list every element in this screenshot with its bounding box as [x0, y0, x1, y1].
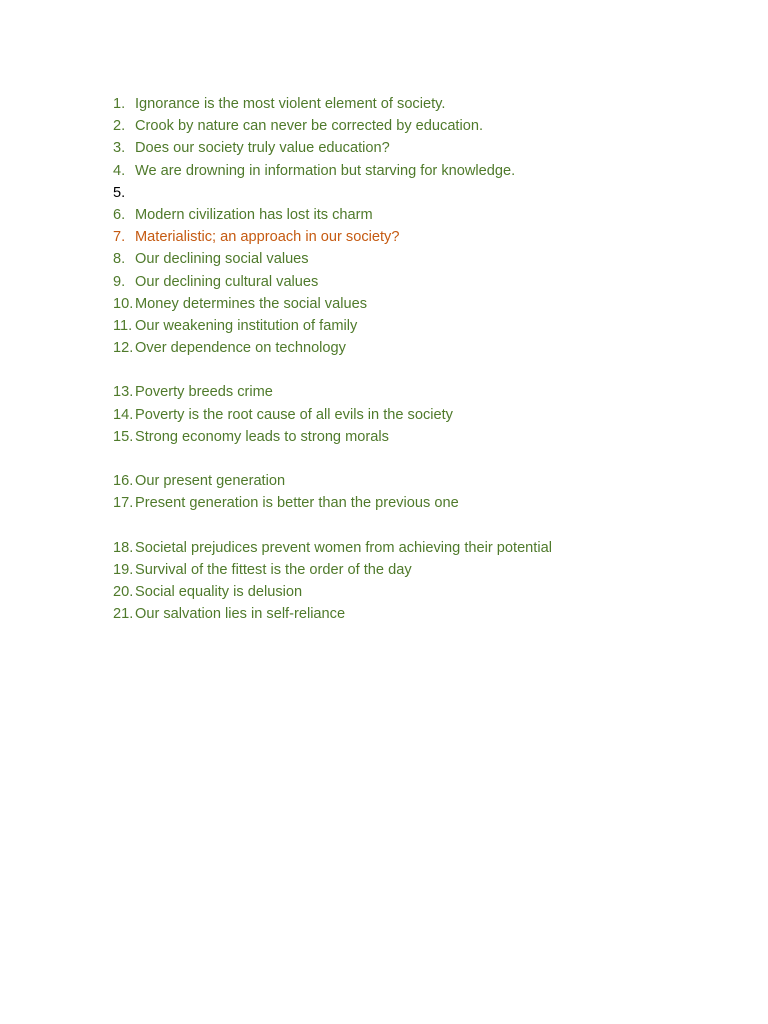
topic-number: 2. — [113, 118, 126, 135]
topic-item — [113, 381, 753, 403]
topic-text: Modern civilization has lost its charm — [135, 206, 373, 223]
topic-item — [113, 537, 753, 559]
topic-number: 3. — [113, 140, 126, 157]
topic-item — [113, 492, 753, 514]
topic-text: Our declining social values — [135, 251, 309, 268]
topic-item — [113, 160, 753, 182]
topic-number: 13. — [113, 384, 134, 401]
topic-text: Crook by nature can never be corrected by education. — [135, 118, 484, 135]
topic-number: 8. — [113, 251, 126, 268]
topic-text: Poverty is the root cause of all evils in the society — [135, 406, 453, 423]
essay-topic-list — [113, 93, 753, 626]
topic-text: Our weakening institution of family — [135, 317, 358, 334]
topic-number: 7. — [113, 229, 126, 246]
topic-item — [113, 315, 753, 337]
topic-number: 10. — [113, 295, 134, 312]
topic-text: Over dependence on technology — [135, 340, 346, 357]
topic-number: 20. — [113, 584, 134, 601]
topic-number: 16. — [113, 473, 134, 490]
topic-item — [113, 337, 753, 359]
topic-number: 18. — [113, 539, 134, 556]
topic-text: Materialistic; an approach in our society? — [135, 229, 400, 246]
topic-text: Strong economy leads to strong morals — [135, 428, 389, 445]
topic-number: 15. — [113, 428, 134, 445]
topic-item — [113, 248, 753, 270]
topic-item — [113, 182, 753, 204]
topic-item — [113, 204, 753, 226]
topic-item — [113, 93, 753, 115]
topic-text: Our declining cultural values — [135, 273, 319, 290]
topic-number: 9. — [113, 273, 126, 290]
topic-item — [113, 559, 753, 581]
topic-item — [113, 271, 753, 293]
topic-number: 11. — [113, 317, 133, 334]
topic-number: 19. — [113, 561, 134, 578]
topic-text: Present generation is better than the previous one — [135, 495, 459, 512]
topic-text: Social equality is delusion — [135, 584, 303, 601]
topic-text: Does our society truly value education? — [135, 140, 390, 157]
topic-text: Survival of the fittest is the order of the day — [135, 561, 412, 578]
topic-number: 1. — [113, 96, 126, 112]
topic-text: Poverty breeds crime — [135, 384, 273, 401]
topic-text: Societal prejudices prevent women from achieving their potential — [135, 539, 552, 556]
topic-item — [113, 293, 753, 315]
topic-number: 14. — [113, 406, 134, 423]
topic-item — [113, 404, 753, 426]
topic-item — [113, 426, 753, 448]
topic-number: 6. — [113, 206, 126, 223]
topic-text: We are drowning in information but starving for knowledge. — [135, 162, 516, 179]
topic-number: 4. — [113, 162, 126, 179]
topic-text: Our salvation lies in self-reliance — [135, 606, 346, 623]
topic-number: 12. — [113, 340, 134, 357]
topic-text: Our present generation — [135, 473, 286, 490]
topic-text: Ignorance is the most violent element of society. — [135, 96, 446, 112]
topic-number: 17. — [113, 495, 134, 512]
topic-number: 5. — [113, 184, 126, 201]
topic-item — [113, 115, 753, 137]
topic-item — [113, 603, 753, 625]
topic-item — [113, 581, 753, 603]
topic-number: 21. — [113, 606, 134, 623]
topic-item — [113, 137, 753, 159]
topic-item — [113, 226, 753, 248]
topic-text: Money determines the social values — [135, 295, 367, 312]
topic-item — [113, 470, 753, 492]
